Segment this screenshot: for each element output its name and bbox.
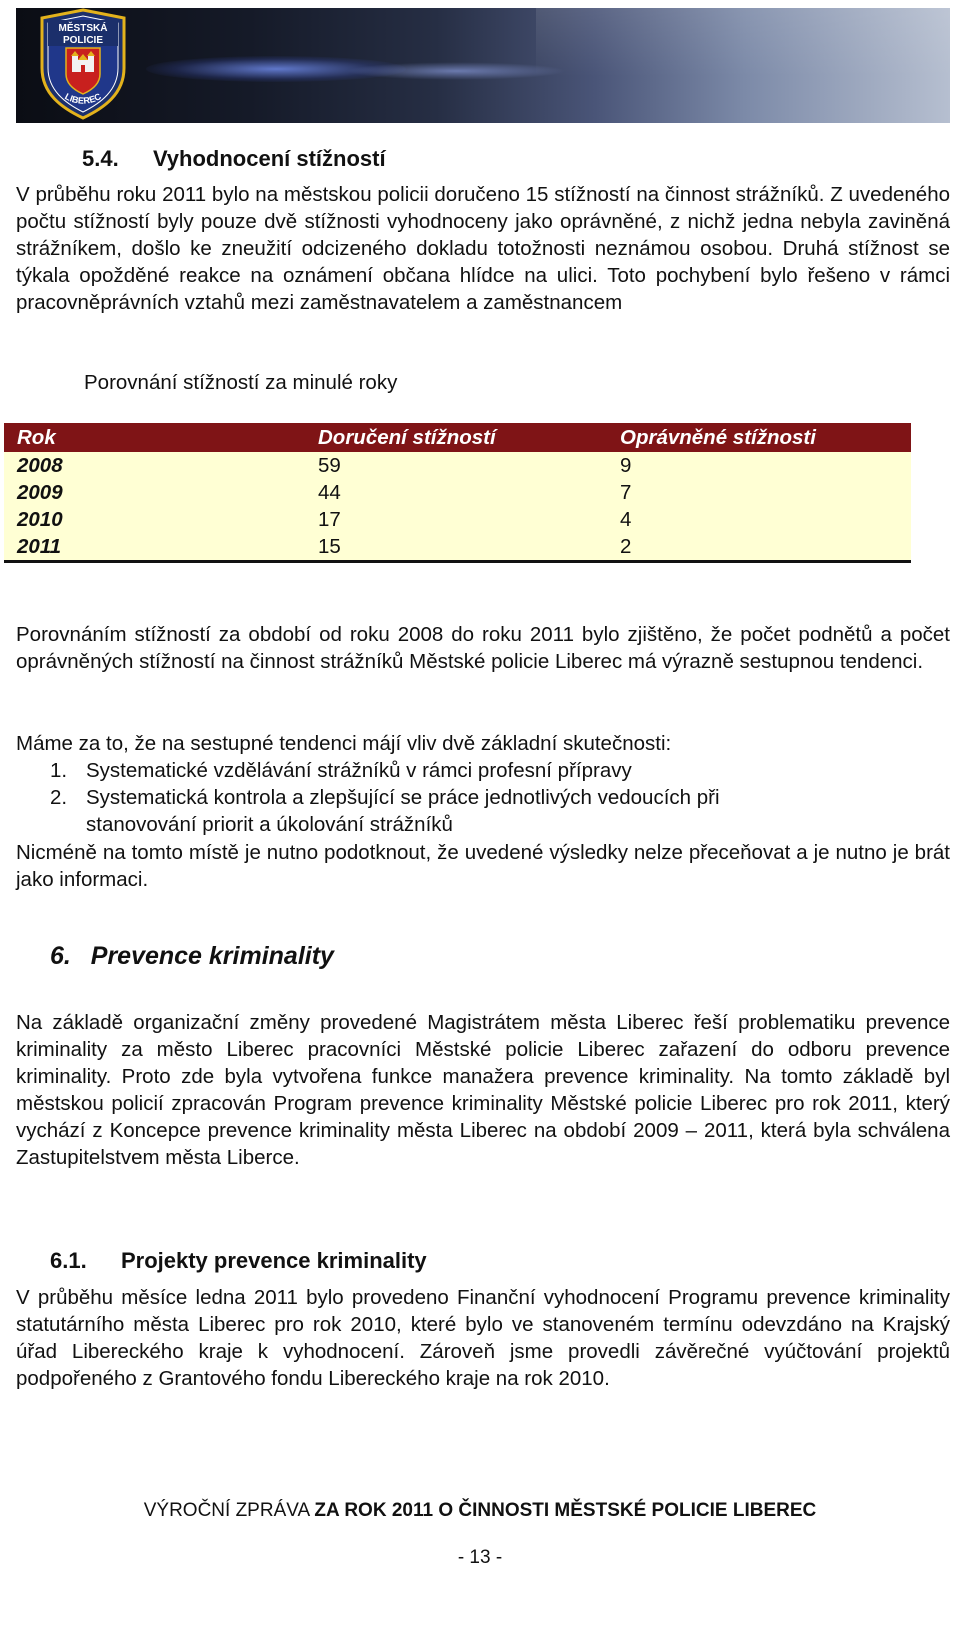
factor-item-1 [50, 757, 632, 784]
section-6-1-number: 6.1. [50, 1248, 87, 1273]
table-caption: Porovnání stížností za minulé roky [84, 371, 398, 394]
table-header-row [4, 423, 911, 452]
table-cell-year: 2011 [17, 534, 62, 558]
section-6-title: Prevence kriminality [90, 942, 334, 970]
table-cell-justified: 9 [620, 453, 632, 477]
table-cell-delivered: 15 [318, 534, 341, 558]
header-banner [16, 8, 950, 123]
logo-text-mid: POLICIE [62, 35, 104, 46]
table-row [4, 452, 911, 479]
section-5-4-title: Vyhodnocení stížností [152, 146, 386, 171]
table-row [4, 506, 911, 533]
table-cell-justified: 4 [620, 507, 632, 531]
table-cell-justified: 2 [620, 534, 632, 558]
section-6-heading [50, 942, 334, 971]
banner-light-glow-secondary [346, 62, 566, 80]
section-5-4-paragraph: V průběhu roku 2011 bylo na městskou policii doručeno 15 stížností na činnost strážníků. Z uvedeného počtu stížností byly pouze dvě stížnosti vyhodnoceny jako oprávněné, z nichž jedna nebyla zaviněná strážníkem, došlo ke zneužití odcizeného dokladu totožnosti neznámou osobou. Druhá stížnost se týkala opožděné reakce na oznámení občana hlídce na ulici. Toto pochybení bylo řešeno v rámci pracovněprávních vztahů mezi zaměstnavatelem a zaměstnancem [16, 183, 950, 314]
table-row [4, 479, 911, 506]
footer-report-name: ZA ROK 2011 O ČINNOSTI MĚSTSKÉ POLICIE LIBEREC [314, 1500, 817, 1521]
police-badge-logo [38, 8, 128, 120]
section-5-4-heading [82, 146, 386, 172]
logo-text-bottom: LIBEREC [63, 91, 103, 106]
table-header-year: Rok [17, 425, 56, 449]
page-number: - 13 - [457, 1547, 503, 1568]
table-cell-delivered: 17 [318, 507, 341, 531]
table-cell-delivered: 59 [318, 453, 341, 477]
footer-report-title [0, 1500, 960, 1522]
table-cell-year: 2008 [17, 453, 63, 477]
section-6-paragraph: Na základě organizační změny provedené Magistrátem města Liberec řeší problematiku prevence kriminality za město Liberec pracovníci Městské policie Liberec zařazení do odboru prevence kriminality. Proto zde byla vytvořena funkce manažera prevence kriminality. Na tomto základě byl městskou policií zpracován Program prevence kriminality Městské policie Liberec pro rok 2011, který vychází z Koncepce prevence kriminality města Liberec na období 2009 – 2011, která byla schválena Zastupitelstvem města Liberce. [16, 1011, 950, 1169]
factor-item-2 [50, 784, 720, 836]
complaints-table [4, 423, 911, 563]
section-6-1-heading [50, 1248, 427, 1274]
factor-text-continuation: stanovování priorit a úkolování strážníků [86, 813, 453, 836]
section-5-4-number: 5.4. [82, 146, 119, 171]
table-cell-delivered: 44 [318, 480, 341, 504]
factor-text: Systematické vzdělávání strážníků v rámci profesní přípravy [86, 759, 632, 782]
factors-intro: Máme za to, že na sestupné tendenci májí vliv dvě základní skutečnosti: [16, 732, 672, 755]
banner-sheen [536, 8, 950, 123]
logo-text-top: MĚSTSKÁ [58, 23, 108, 34]
section-6-1-title: Projekty prevence kriminality [120, 1248, 427, 1273]
comparison-paragraph: Porovnáním stížností za období od roku 2008 do roku 2011 bylo zjištěno, že počet podnětů a počet oprávněných stížností na činnost strážníků Městské policie Liberec má výrazně sestupnou tendenci. [16, 623, 950, 673]
footer-report-prefix: VÝROČNÍ ZPRÁVA [143, 1500, 310, 1521]
section-6-number: 6. [50, 942, 71, 970]
factor-number: 2. [50, 786, 68, 809]
factor-number: 1. [50, 759, 68, 782]
table-cell-year: 2010 [17, 507, 63, 531]
table-cell-justified: 7 [620, 480, 632, 504]
closing-paragraph: Nicméně na tomto místě je nutno podotknout, že uvedené výsledky nelze přeceňovat a je nutno je brát jako informaci. [16, 841, 950, 891]
table-header-justified: Oprávněné stížnosti [620, 425, 816, 449]
table-header-delivered: Doručení stížností [318, 425, 496, 449]
table-row [4, 533, 911, 560]
factor-text: Systematická kontrola a zlepšující se práce jednotlivých vedoucích při [86, 786, 720, 809]
table-cell-year: 2009 [17, 480, 63, 504]
table-bottom-rule [4, 560, 911, 563]
section-6-1-paragraph: V průběhu měsíce ledna 2011 bylo provedeno Finanční vyhodnocení Programu prevence kriminality statutárního města Liberec pro rok 2010, které bylo ve stanoveném termínu odevzdáno na Krajský úřad Libereckého kraje k vyhodnocení. Zároveň jsme provedli závěrečné vyúčtování projektů podpořeného z Grantového fondu Libereckého kraje na rok 2010. [16, 1286, 950, 1390]
